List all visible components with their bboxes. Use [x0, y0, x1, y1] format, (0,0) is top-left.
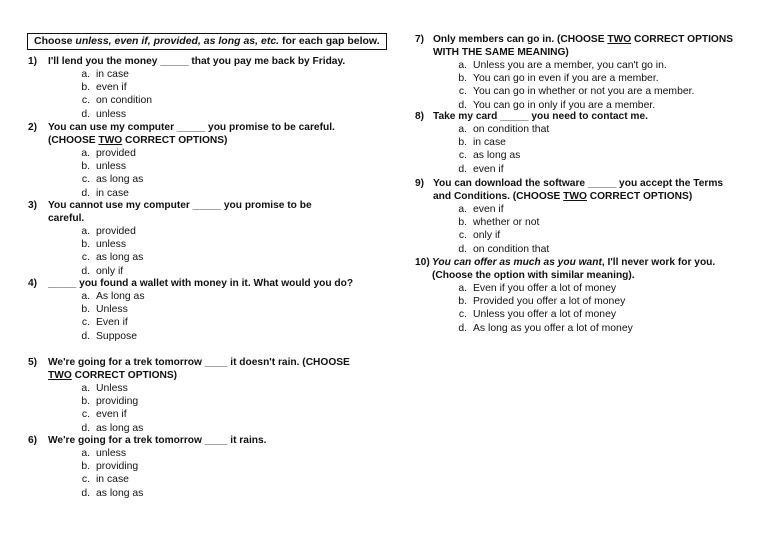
- question-number: 4): [28, 278, 38, 289]
- option-text: on condition: [96, 95, 153, 107]
- option-b[interactable]: [451, 72, 735, 85]
- question-text: [433, 33, 735, 59]
- question-text: [48, 277, 358, 290]
- question-number: 3): [28, 200, 38, 211]
- question-4: [28, 277, 358, 343]
- option-a[interactable]: [74, 382, 358, 395]
- option-text: Suppose: [96, 330, 138, 342]
- option-a[interactable]: [74, 147, 373, 160]
- option-c[interactable]: [451, 229, 735, 242]
- option-c[interactable]: [74, 473, 358, 486]
- option-letter: d.: [81, 487, 90, 499]
- option-text: provided: [96, 148, 136, 159]
- option-text: as long as: [96, 487, 144, 499]
- option-text: only if: [473, 230, 501, 242]
- question-number: 9): [415, 178, 425, 189]
- question-text-part: We're going for a trek tomorrow ____ it doesn't rain. (CHOOSE: [48, 357, 350, 368]
- question-text-part: , I'll never work for you. (Choose the option with similar meaning).: [432, 257, 716, 281]
- option-letter: a.: [458, 283, 467, 294]
- question-number: 10): [415, 257, 430, 268]
- option-text: Unless you are a member, you can't go in.: [473, 60, 667, 71]
- option-a[interactable]: [74, 225, 348, 238]
- question-stem: [415, 110, 735, 123]
- option-text: Unless: [96, 383, 128, 394]
- option-text: unless: [96, 239, 127, 251]
- question-text-underline: TWO: [563, 191, 587, 202]
- question-text-part: Only members can go in. (CHOOSE: [433, 34, 608, 45]
- option-text: even if: [96, 409, 127, 421]
- option-c[interactable]: [451, 85, 735, 98]
- option-d[interactable]: [74, 265, 348, 278]
- option-text: on condition that: [473, 124, 550, 135]
- option-c[interactable]: [74, 94, 373, 107]
- option-list: [74, 290, 358, 343]
- option-list: [74, 382, 358, 435]
- option-letter: d.: [81, 108, 90, 120]
- option-text: as long as: [96, 252, 144, 264]
- option-b[interactable]: [74, 460, 358, 473]
- question-text-part: CORRECT OPTIONS): [586, 191, 693, 202]
- option-text: as long as: [96, 174, 144, 186]
- question-stem: [415, 33, 735, 59]
- option-text: only if: [96, 265, 124, 277]
- option-b[interactable]: [74, 395, 358, 408]
- question-9: [415, 177, 735, 256]
- question-text-underline: TWO: [48, 370, 72, 381]
- option-letter: b.: [81, 396, 90, 408]
- option-letter: c.: [458, 230, 467, 242]
- option-text: in case: [96, 474, 129, 486]
- option-letter: d.: [81, 265, 90, 277]
- question-text-part: You can download the software _____ you accept the Terms and Conditions. (CHOOSE: [433, 178, 724, 202]
- option-letter: a.: [81, 291, 90, 302]
- option-c[interactable]: [451, 308, 745, 321]
- option-text: unless: [96, 161, 127, 173]
- option-letter: c.: [81, 95, 90, 107]
- question-stem: [28, 121, 373, 147]
- question-text-part: I'll lend you the money _____ that you pay me back by Friday.: [48, 56, 346, 67]
- option-letter: b.: [458, 296, 467, 308]
- question-number: 8): [415, 111, 425, 122]
- question-number: 5): [28, 357, 38, 368]
- option-letter: a.: [81, 448, 90, 459]
- option-list: [451, 123, 735, 176]
- option-letter: b.: [458, 137, 467, 149]
- question-text-part: _____ you found a wallet with money in it. What would you do?: [48, 278, 354, 289]
- option-b[interactable]: [451, 136, 735, 149]
- option-text: Unless: [96, 304, 128, 316]
- option-letter: d.: [458, 243, 467, 255]
- option-list: [74, 68, 373, 121]
- option-text: You can go in even if you are a member.: [473, 73, 659, 85]
- option-letter: d.: [81, 422, 90, 434]
- option-b[interactable]: [74, 238, 348, 251]
- option-text: Provided you offer a lot of money: [473, 296, 626, 308]
- option-text: Unless you offer a lot of money: [473, 309, 617, 321]
- option-letter: d.: [81, 330, 90, 342]
- option-letter: c.: [81, 474, 90, 486]
- option-text: unless: [96, 108, 127, 120]
- option-a[interactable]: [451, 282, 745, 295]
- option-letter: a.: [458, 60, 467, 71]
- option-d[interactable]: [451, 163, 735, 176]
- option-a[interactable]: [451, 59, 735, 72]
- question-text-part: We're going for a trek tomorrow ____ it rains.: [48, 435, 267, 446]
- question-text: [433, 177, 735, 203]
- option-a[interactable]: [74, 68, 373, 81]
- option-d[interactable]: [74, 108, 373, 121]
- question-number: 6): [28, 435, 38, 446]
- option-b[interactable]: [74, 81, 373, 94]
- option-letter: a.: [81, 226, 90, 237]
- question-stem: [28, 434, 358, 447]
- option-letter: d.: [81, 187, 90, 199]
- question-text-underline: TWO: [607, 34, 632, 45]
- question-text: [48, 199, 348, 225]
- option-text: in case: [96, 187, 129, 199]
- option-d[interactable]: [451, 243, 735, 256]
- option-text: Even if you offer a lot of money: [473, 283, 617, 294]
- question-2: [28, 121, 373, 200]
- question-stem: [28, 199, 348, 225]
- question-stem: [28, 356, 358, 382]
- question-5: [28, 356, 358, 435]
- option-d[interactable]: [74, 187, 373, 200]
- option-letter: c.: [458, 150, 467, 162]
- option-letter: c.: [81, 252, 90, 264]
- question-8: [415, 110, 735, 176]
- question-stem: [28, 55, 373, 68]
- option-letter: d.: [458, 99, 467, 111]
- option-text: in case: [473, 137, 506, 149]
- option-letter: a.: [81, 383, 90, 394]
- question-text: [433, 110, 735, 123]
- option-text: even if: [96, 82, 127, 94]
- option-b[interactable]: [74, 160, 373, 173]
- option-letter: b.: [81, 82, 90, 94]
- option-a[interactable]: [74, 447, 358, 460]
- question-10: [415, 256, 745, 335]
- option-d[interactable]: [74, 422, 358, 435]
- option-d[interactable]: [451, 322, 745, 335]
- option-letter: d.: [458, 163, 467, 175]
- option-text: You can go in only if you are a member.: [473, 99, 656, 111]
- option-letter: b.: [458, 217, 467, 229]
- option-text: as long as: [96, 422, 144, 434]
- option-text: providing: [96, 396, 139, 408]
- option-letter: a.: [458, 204, 467, 215]
- question-6: [28, 434, 358, 500]
- question-text: [48, 434, 358, 447]
- option-text: As long as you offer a lot of money: [473, 322, 633, 334]
- instruction-post: for each gap below.: [279, 35, 380, 47]
- option-letter: b.: [81, 161, 90, 173]
- question-text: [48, 356, 358, 382]
- option-c[interactable]: [74, 251, 348, 264]
- option-list: [451, 59, 735, 112]
- option-letter: d.: [458, 322, 467, 334]
- instruction-box: [27, 33, 387, 50]
- option-text: even if: [473, 204, 504, 215]
- option-letter: c.: [81, 409, 90, 421]
- option-c[interactable]: [74, 408, 358, 421]
- question-number: 2): [28, 122, 38, 133]
- question-text-part: CORRECT OPTIONS WITH THE SAME MEANING): [433, 34, 734, 58]
- option-b[interactable]: [74, 303, 358, 316]
- option-text: as long as: [473, 150, 521, 162]
- option-letter: a.: [81, 148, 90, 159]
- option-letter: a.: [81, 69, 90, 80]
- option-text: in case: [96, 69, 129, 80]
- option-text: provided: [96, 226, 136, 237]
- question-stem: [415, 256, 745, 282]
- option-c[interactable]: [74, 173, 373, 186]
- option-text: Even if: [96, 317, 128, 329]
- option-letter: b.: [458, 73, 467, 85]
- instruction-italic: unless, even if, provided, as long as, etc.: [75, 35, 280, 47]
- option-letter: c.: [458, 86, 467, 98]
- option-b[interactable]: [451, 216, 735, 229]
- option-list: [451, 282, 745, 335]
- option-text: unless: [96, 448, 127, 459]
- question-stem: [415, 177, 735, 203]
- option-a[interactable]: [74, 290, 358, 303]
- question-text-part: You can use my computer _____ you promise to be careful. (CHOOSE: [48, 122, 335, 146]
- option-letter: c.: [458, 309, 467, 321]
- question-text: [432, 256, 745, 282]
- option-list: [74, 147, 373, 200]
- option-letter: a.: [458, 124, 467, 135]
- question-text: [48, 121, 373, 147]
- option-text: even if: [473, 163, 504, 175]
- option-letter: b.: [81, 239, 90, 251]
- option-text: As long as: [96, 291, 145, 302]
- option-list: [451, 203, 735, 256]
- option-list: [74, 447, 358, 500]
- instruction-pre: Choose: [34, 35, 76, 47]
- option-letter: b.: [81, 304, 90, 316]
- option-list: [74, 225, 348, 278]
- option-letter: b.: [81, 461, 90, 473]
- option-a[interactable]: [451, 123, 735, 136]
- option-d[interactable]: [74, 330, 358, 343]
- option-c[interactable]: [74, 316, 358, 329]
- question-text-underline: TWO: [98, 135, 123, 146]
- option-d[interactable]: [74, 487, 358, 500]
- option-c[interactable]: [451, 149, 735, 162]
- question-text-part: Take my card _____ you need to contact me.: [433, 111, 648, 122]
- option-letter: c.: [81, 174, 90, 186]
- question-number: 1): [28, 56, 38, 67]
- question-text-italic: You can offer as much as you want: [432, 257, 602, 268]
- option-a[interactable]: [451, 203, 735, 216]
- option-letter: c.: [81, 317, 90, 329]
- question-7: [415, 33, 735, 112]
- question-text-part: CORRECT OPTIONS): [71, 370, 178, 381]
- option-text: providing: [96, 461, 139, 473]
- question-1: [28, 55, 373, 121]
- question-text-part: CORRECT OPTIONS): [122, 135, 228, 146]
- question-text: [48, 55, 373, 68]
- question-3: [28, 199, 348, 278]
- question-stem: [28, 277, 358, 290]
- option-text: whether or not: [473, 217, 540, 229]
- question-text-part: You cannot use my computer _____ you promise to be careful.: [48, 200, 312, 224]
- option-b[interactable]: [451, 295, 745, 308]
- option-text: You can go in whether or not you are a member.: [473, 86, 695, 98]
- option-text: on condition that: [473, 243, 550, 255]
- question-number: 7): [415, 34, 425, 45]
